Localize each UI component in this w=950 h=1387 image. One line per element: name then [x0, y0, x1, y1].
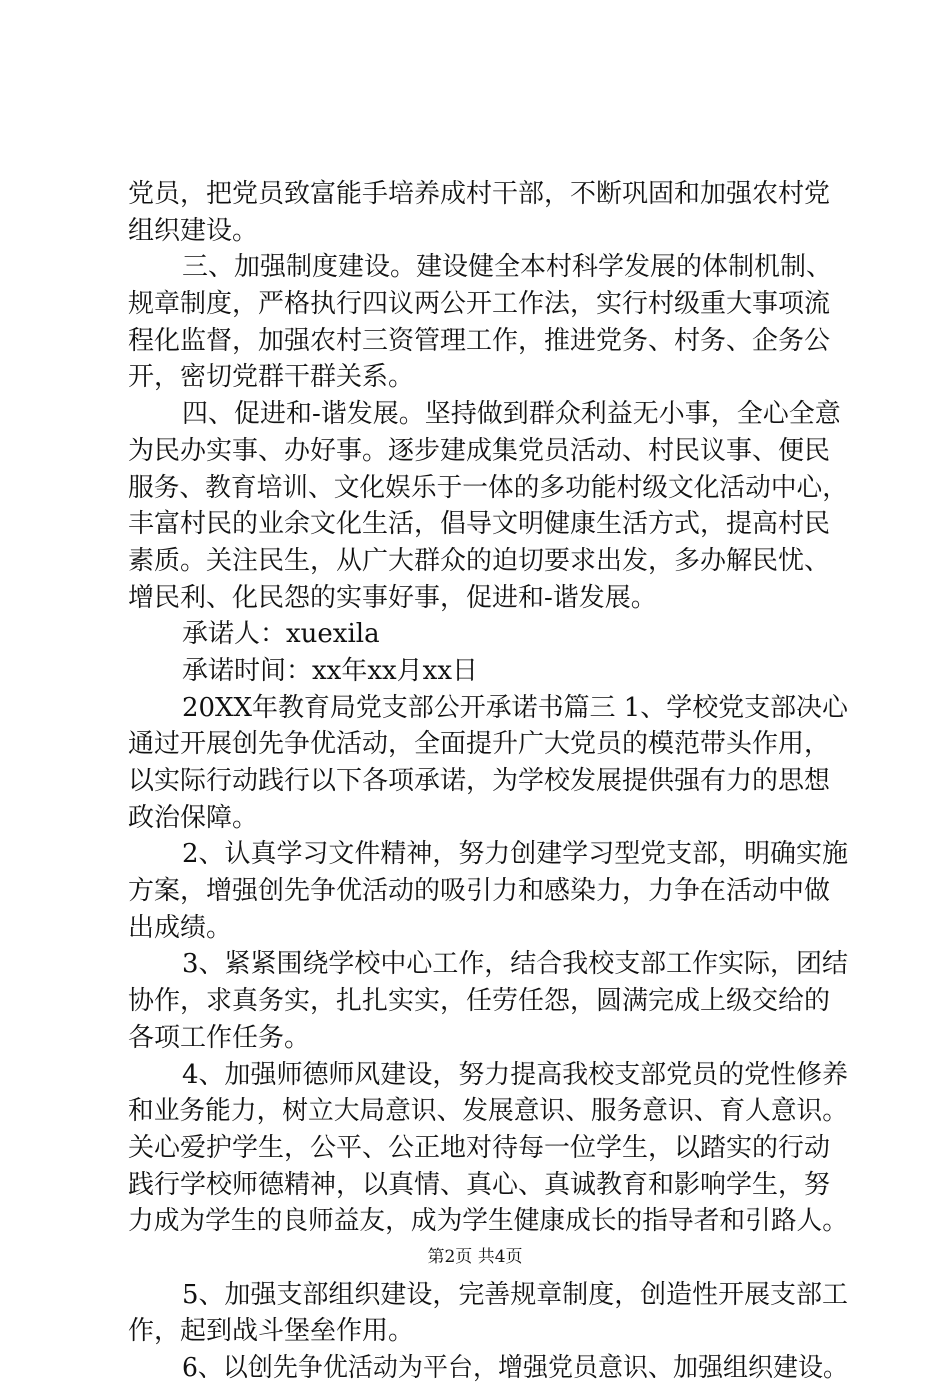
- text-line: 践行学校师德精神，以真情、真心、真诚教育和影响学生，努: [128, 1169, 831, 1200]
- text-line: 20XX年教育局党支部公开承诺书篇三 1、学校党支部决心: [182, 692, 848, 723]
- text-line: 通过开展创先争优活动，全面提升广大党员的模范带头作用，: [128, 729, 831, 760]
- text-line: 和业务能力，树立大局意识、发展意识、服务意识、育人意识。: [128, 1096, 848, 1127]
- date-line: 承诺时间：xx年xx月xx日: [182, 655, 478, 686]
- text-line: 以实际行动践行以下各项承诺，为学校发展提供强有力的思想: [128, 766, 831, 796]
- text-line: 关心爱护学生，公平、公正地对待每一位学生，以踏实的行动: [128, 1132, 831, 1163]
- text-line: 出成绩。: [128, 912, 233, 943]
- text-line: 四、促进和-谐发展。坚持做到群众利益无小事，全心全意: [182, 399, 841, 430]
- text-line: 增民利、化民怨的实事好事，促进和-谐发展。: [128, 582, 657, 613]
- text-line: 协作，求真务实，扎扎实实，任劳任怨，圆满完成上级交给的: [128, 986, 831, 1017]
- text-line: 组织建设。: [128, 215, 259, 246]
- text-line: 方案，增强创先争优活动的吸引力和感染力，力争在活动中做: [128, 876, 831, 907]
- text-line: 素质。关注民生，从广大群众的迫切要求出发，多办解民忧、: [128, 545, 831, 576]
- text-line: 6、以创先争优活动为平台，增强党员意识、加强组织建设。: [182, 1353, 848, 1383]
- text-line: 丰富村民的业余文化生活，倡导文明健康生活方式，提高村民: [128, 509, 831, 540]
- signatory-line: 承诺人：xuexila: [182, 619, 380, 650]
- text-line: 党员，把党员致富能手培养成村干部，不断巩固和加强农村党: [128, 179, 831, 209]
- text-line: 三、加强制度建设。建设健全本村科学发展的体制机制、: [182, 252, 833, 283]
- text-line: 为民办实事、办好事。逐步建成集党员活动、村民议事、便民: [128, 435, 831, 466]
- text-line: 3、紧紧围绕学校中心工作，结合我校支部工作实际，团结: [182, 949, 848, 980]
- text-line: 2、认真学习文件精神，努力创建学习型党支部，明确实施: [182, 839, 848, 870]
- document-body: [128, 176, 848, 1387]
- page-footer: 第2页 共4页: [427, 1247, 523, 1267]
- text-line: 开，密切党群干群关系。: [128, 362, 415, 393]
- text-line: 各项工作任务。: [128, 1022, 311, 1053]
- text-line: 5、加强支部组织建设，完善规章制度，创造性开展支部工: [182, 1279, 848, 1310]
- text-line: 规章制度，严格执行四议两公开工作法，实行村级重大事项流: [128, 289, 831, 320]
- text-line: 4、加强师德师风建设，努力提高我校支部党员的党性修养: [182, 1059, 848, 1090]
- text-line: 力成为学生的良师益友，成为学生健康成长的指导者和引路人。: [128, 1206, 848, 1237]
- text-line: 服务、教育培训、文化娱乐于一体的多功能村级文化活动中心，: [128, 472, 848, 503]
- text-line: 程化监督，加强农村三资管理工作，推进党务、村务、企务公: [128, 325, 831, 356]
- text-line: 作，起到战斗堡垒作用。: [128, 1316, 415, 1347]
- text-line: 政治保障。: [128, 802, 259, 833]
